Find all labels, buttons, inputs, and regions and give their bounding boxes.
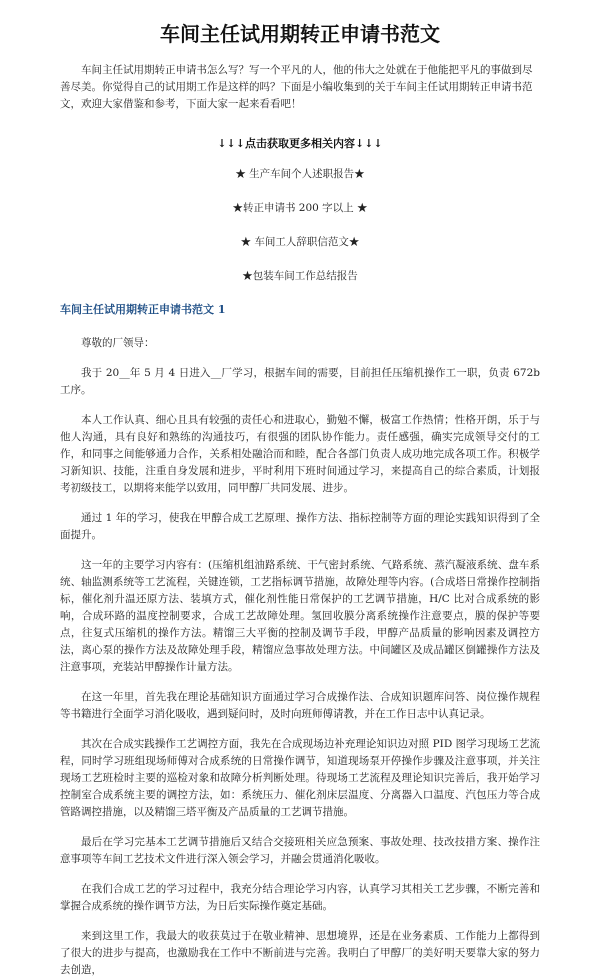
page-title: 车间主任试用期转正申请书范文	[160, 22, 440, 46]
body-paragraph: 其次在合成实践操作工艺调控方面，我先在合成现场边补充理论知识边对照 PID 图学习现场工艺流程，同时学习班组现场师傅对合成系统的日常操作调节，知道现场泵开停操作步骤及注意事项，并关注现场工艺班检时主要的巡检对象和故障分析判断处理。待现场工艺流程及理论知识完善后，我开始学习控制室合成系统主要的调控方法，如：系统压力、催化剂床层温度、分离器入口温度、汽包压力等合成管路调控措施，以及精馏三塔平衡及产品质量的工艺调节措施。	[60, 738, 540, 818]
recommended-link[interactable]: ★转正申请书 200 字以上 ★	[232, 202, 368, 214]
intro-paragraph: 车间主任试用期转正申请书怎么写？写一个平凡的人，他的伟大之处就在于他能把平凡的事做到尽善尽美。你觉得自己的试用期工作是这样的吗？下面是小编收集到的关于车间主任试用期转正申请书范文，欢迎大家借鉴和参考，下面大家一起来看看吧！	[60, 64, 533, 110]
more-content-link[interactable]: ↓↓↓点击获取更多相关内容↓↓↓	[217, 137, 383, 150]
recommended-link[interactable]: ★包装车间工作总结报告	[242, 270, 358, 282]
recommended-link[interactable]: ★ 车间工人辞职信范文★	[240, 236, 360, 248]
body-paragraph: 来到这里工作，我最大的收获莫过于在敬业精神、思想境界，还是在业务素质、工作能力上都得到了很大的进步与提高，也激励我在工作中不断前进与完善。我明白了甲醇厂的美好明天要靠大家的努力去创造，	[60, 930, 540, 976]
body-paragraph: 我于 20__年 5 月 4 日进入__厂学习，根据车间的需要，目前担任压缩机操作工一职，负责 672b 工序。	[60, 367, 540, 396]
body-paragraph: 在这一年里，首先我在理论基础知识方面通过学习合成操作法、合成知识题库问答、岗位操作规程等书籍进行全面学习消化吸收，遇到疑问时，及时向班师傅请教，并在工作日志中认真记录。	[60, 691, 540, 720]
recommended-link[interactable]: ★ 生产车间个人述职报告★	[235, 168, 365, 180]
body-paragraph: 这一年的主要学习内容有：(压缩机组油路系统、干气密封系统、气路系统、蒸汽凝液系统、盘车系统、轴监测系统等工艺流程，关键连锁，工艺指标调节措施，故障处理等内容。(合成塔日常操作控制指标，催化剂升温还原方法、装填方式，催化剂性能日常保护的工艺调节措施，H/C 比对合成系统的影响，合成环路的温度控制要求，合成工艺故障处理。氢回收膜分离系统操作注意要点，膜的保护等要点，往复式压缩机的操作方法。精馏三大平衡的控制及调节手段，甲醇产品质量的影响因素及调控方法，离心泵的操作方法及故障处理手段，精馏应急事故处理方法。中间罐区及成品罐区倒罐操作方法及注意事项，充装站甲醇操作计量方法。	[60, 559, 540, 673]
body-paragraph: 本人工作认真、细心且具有较强的责任心和进取心，勤勉不懈，极富工作热情；性格开朗，乐于与他人沟通，具有良好和熟练的沟通技巧，有很强的团队协作能力。责任感强，确实完成领导交付的工作，和同事之间能够通力合作，关系相处融洽而和睦，配合各部门负责人成功地完成各项工作。积极学习新知识、技能，注重自身发展和进步，平时利用下班时间通过学习，来提高自己的综合素质，计划报考初级技工，以期将来能学以致用，同甲醇厂共同发展、进步。	[60, 414, 540, 494]
body-paragraph: 在我们合成工艺的学习过程中，我充分结合理论学习内容，认真学习其相关工艺步骤，不断完善和掌握合成系统的操作调节方法，为日后实际操作奠定基础。	[60, 883, 540, 912]
recommended-links	[60, 157, 540, 293]
salutation: 尊敬的厂领导：	[81, 337, 155, 349]
body-paragraph: 最后在学习完基本工艺调节措施后又结合交接班相关应急预案、事故处理、技改技措方案、操作注意事项等车间工艺技术文件进行深入领会学习，并融会贯通消化吸收。	[60, 836, 540, 865]
section-title: 车间主任试用期转正申请书范文 1	[60, 303, 226, 316]
body-paragraph: 通过 1 年的学习，使我在甲醇合成工艺原理、操作方法、指标控制等方面的理论实践知识得到了全面提升。	[60, 512, 540, 541]
